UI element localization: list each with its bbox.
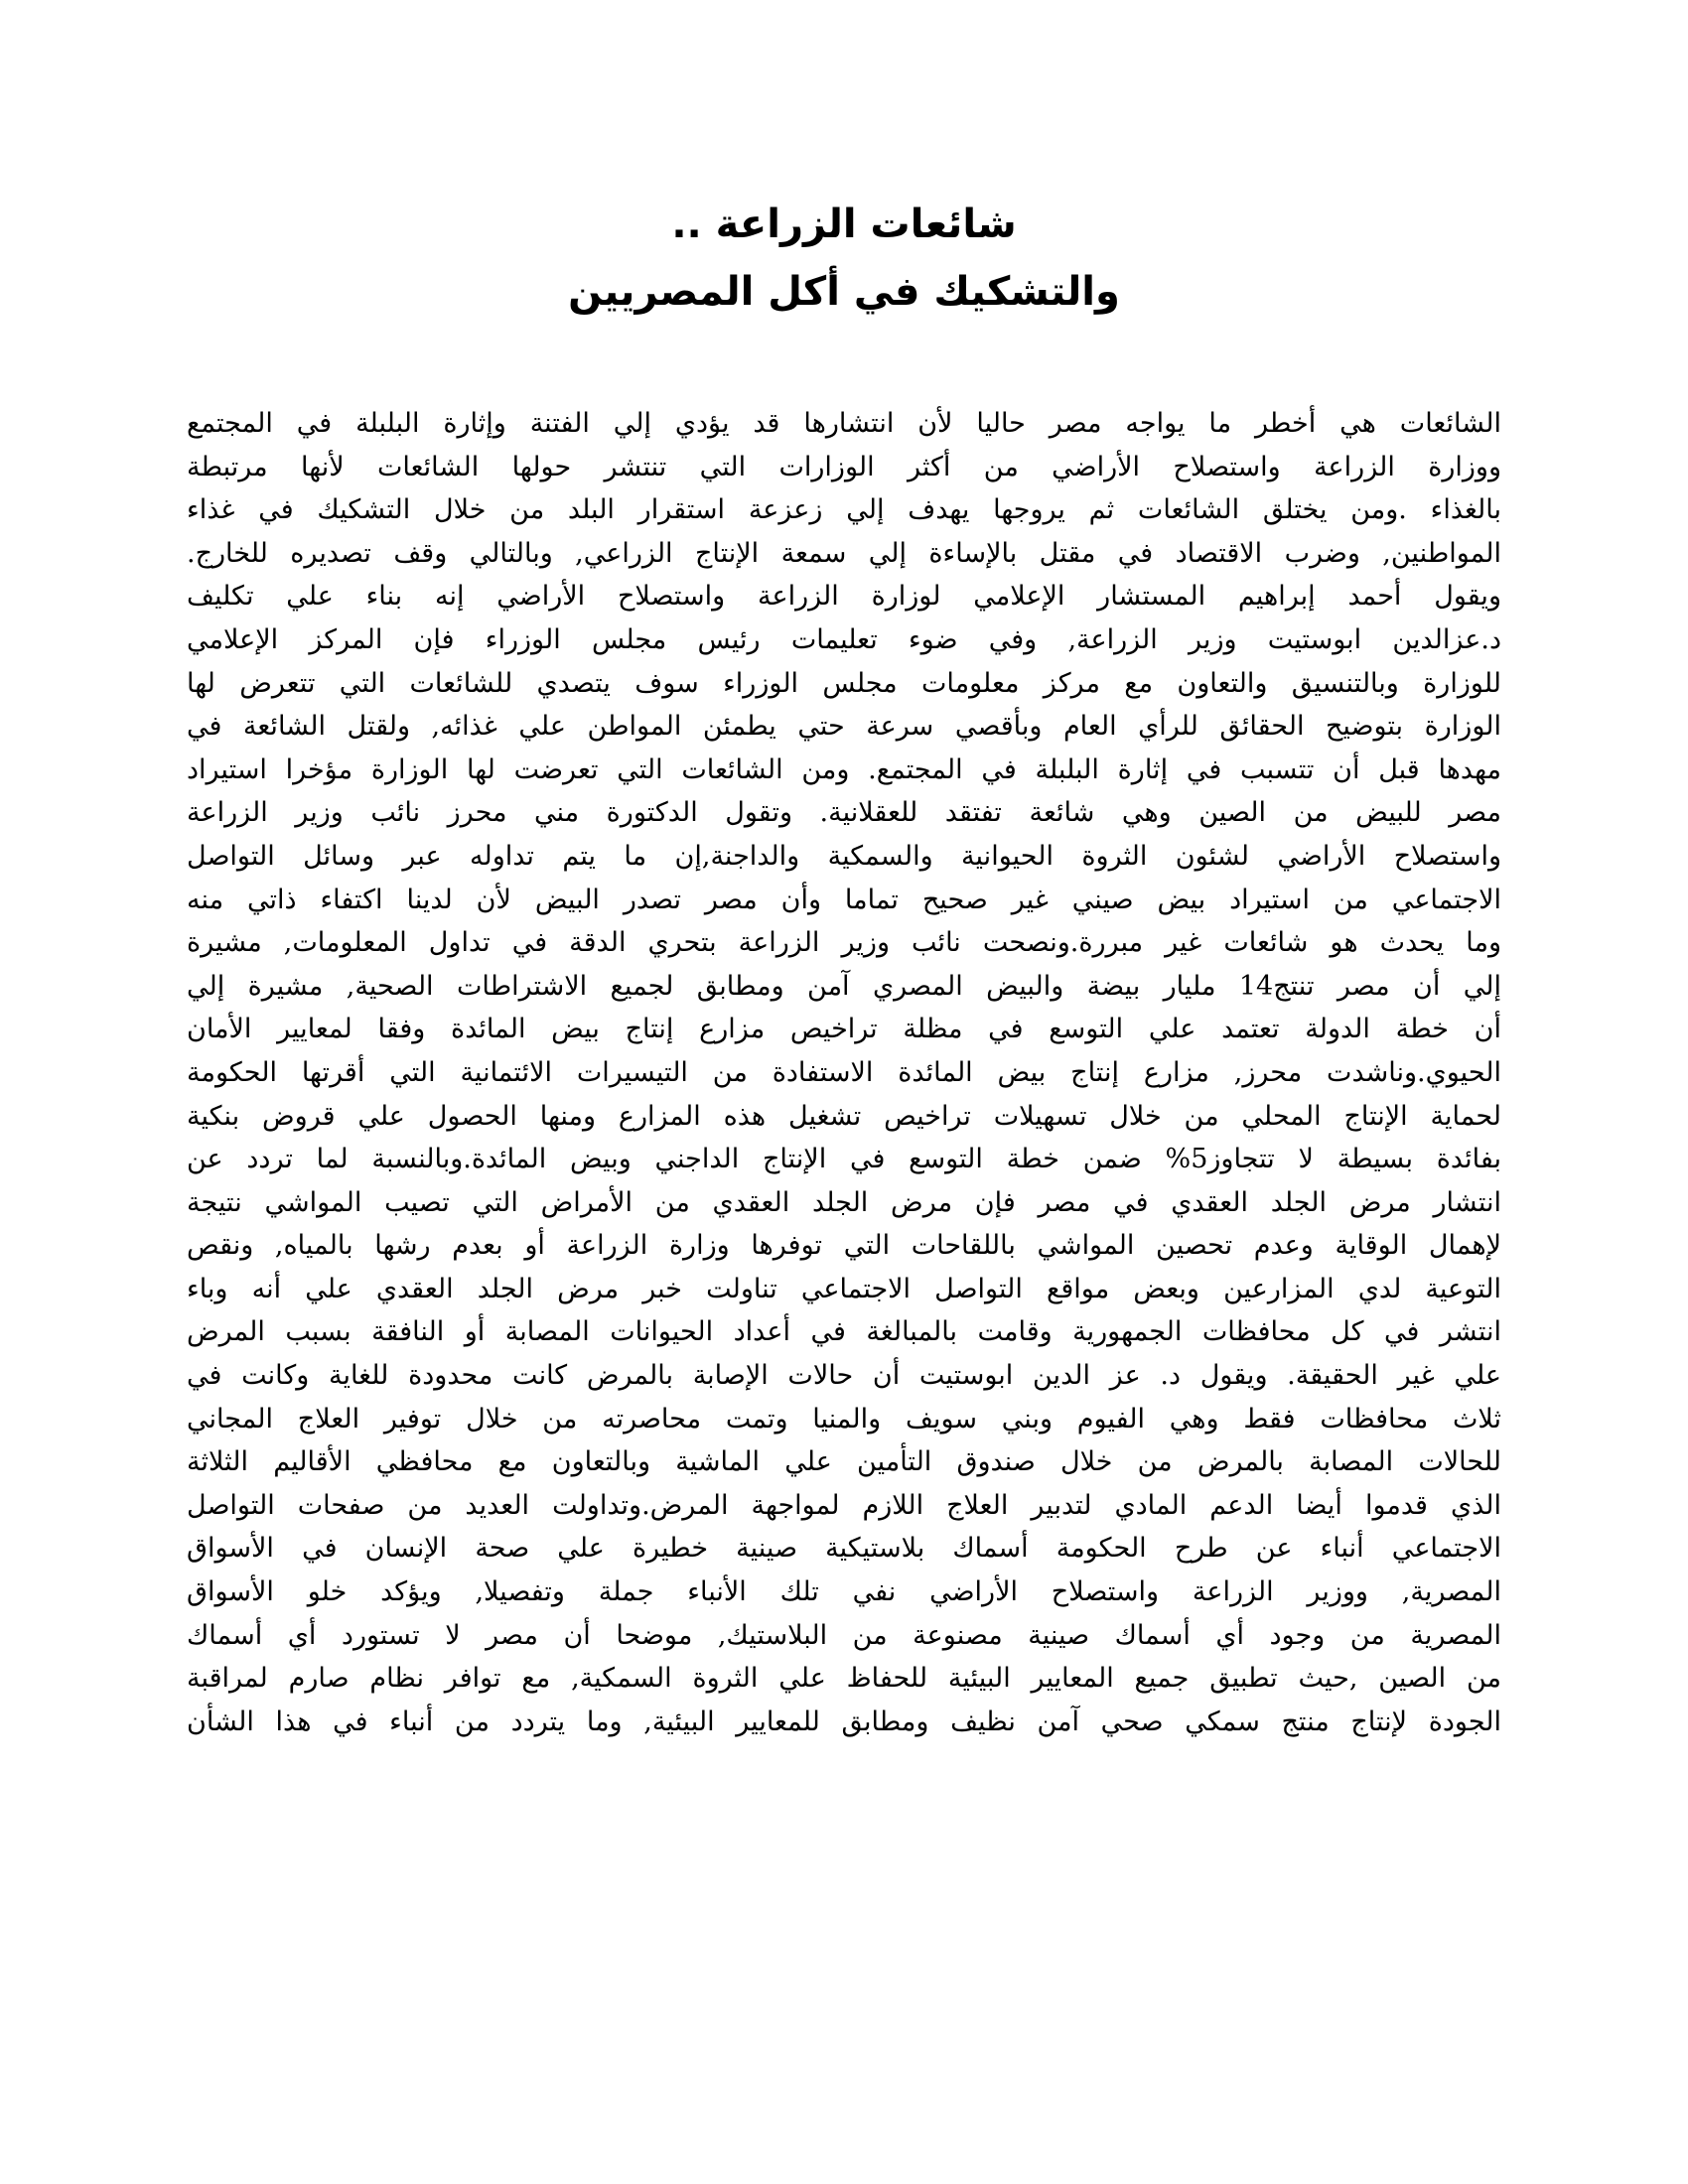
body-line: الاجتماعي من استيراد بيض صيني غير صحيح تماما وأن مصر تصدر البيض لأن لدينا اكتفاء ذاتي منه bbox=[187, 884, 1501, 915]
body-line: إلي أن مصر تنتج14 مليار بيضة والبيض المصري آمن ومطابق لجميع الاشتراطات الصحية, مشيرة إلي bbox=[187, 970, 1501, 1002]
body-line: للحالات المصابة بالمرض من خلال صندوق التأمين علي الماشية وبالتعاون مع محافظي الأقاليم الثلاثة bbox=[187, 1446, 1501, 1478]
body-line: الاجتماعي أنباء عن طرح الحكومة أسماك بلاستيكية صينية خطيرة علي صحة الإنسان في الأسواق bbox=[187, 1533, 1501, 1565]
body-line: وما يحدث هو شائعات غير مبررة.ونصحت نائب وزير الزراعة بتحري الدقة في تداول المعلومات, مشيرة bbox=[187, 927, 1501, 959]
body-line: مهدها قبل أن تتسبب في إثارة البلبلة في المجتمع. ومن الشائعات التي تعرضت لها الوزارة مؤخرا استيراد bbox=[187, 753, 1501, 785]
body-line: ويقول أحمد إبراهيم المستشار الإعلامي لوزارة الزراعة واستصلاح الأراضي إنه بناء علي تكليف bbox=[187, 581, 1501, 613]
body-line: بالغذاء .ومن يختلق الشائعات ثم يروجها يهدف إلي زعزعة استقرار البلد من خلال التشكيك في غذاء bbox=[187, 494, 1501, 526]
body-line: الحيوي.وناشدت محرز, مزارع إنتاج بيض المائدة الاستفادة من التيسيرات الائتمانية التي أقرتها الحكومة bbox=[187, 1056, 1501, 1088]
body-line: من الصين ,حيث تطبيق جميع المعايير البيئية للحفاظ علي الثروة السمكية, مع توافر نظام صارم لمراقبة bbox=[187, 1663, 1501, 1695]
article-title-line-2: والتشكيك في أكل المصريين bbox=[568, 269, 1120, 315]
body-line: أن خطة الدولة تعتمد علي التوسع في مظلة تراخيص مزارع إنتاج بيض المائدة وفقا لمعايير الأمان bbox=[187, 1014, 1501, 1045]
body-line: علي غير الحقيقة. ويقول د. عز الدين ابوستيت أن حالات الإصابة بالمرض كانت محدودة للغاية وكانت في bbox=[187, 1360, 1501, 1392]
body-line: انتشار مرض الجلد العقدي في مصر فإن مرض الجلد العقدي من الأمراض التي تصيب المواشي نتيجة bbox=[187, 1186, 1501, 1218]
body-line: للوزارة وبالتنسيق والتعاون مع مركز معلومات مجلس الوزراء سوف يتصدي للشائعات التي تتعرض لها bbox=[187, 667, 1501, 699]
article-title-line-1: شائعات الزراعة .. bbox=[671, 202, 1017, 247]
body-line: مصر للبيض من الصين وهي شائعة تفتقد للعقلانية. وتقول الدكتورة مني محرز نائب وزير الزراعة bbox=[187, 797, 1501, 829]
body-line: الشائعات هي أخطر ما يواجه مصر حاليا لأن انتشارها قد يؤدي إلي الفتنة وإثارة البلبلة في المجتمع bbox=[187, 408, 1501, 439]
body-line: واستصلاح الأراضي لشئون الثروة الحيوانية والسمكية والداجنة,إن ما يتم تداوله عبر وسائل التواصل bbox=[187, 840, 1501, 872]
body-line: المصرية, ووزير الزراعة واستصلاح الأراضي نفي تلك الأنباء جملة وتفصيلا, ويؤكد خلو الأسواق bbox=[187, 1576, 1501, 1608]
body-line: الذي قدموا أيضا الدعم المادي لتدبير العلاج اللازم لمواجهة المرض.وتداولت العديد من صفحات التواصل bbox=[187, 1489, 1501, 1521]
body-line: لإهمال الوقاية وعدم تحصين المواشي باللقاحات التي توفرها وزارة الزراعة أو بعدم رشها بالمياه, ونقص bbox=[187, 1230, 1501, 1262]
body-line: المواطنين, وضرب الاقتصاد في مقتل بالإساءة إلي سمعة الإنتاج الزراعي, وبالتالي وقف تصديره للخارج. bbox=[187, 537, 1501, 569]
body-line: انتشر في كل محافظات الجمهورية وقامت بالمبالغة في أعداد الحيوانات المصابة أو النافقة بسبب المرض bbox=[187, 1316, 1501, 1348]
body-line: المصرية من وجود أي أسماك صينية مصنوعة من البلاستيك, موضحا أن مصر لا تستورد أي أسماك bbox=[187, 1619, 1501, 1651]
body-line: ثلاث محافظات فقط وهي الفيوم وبني سويف والمنيا وتمت محاصرته من خلال توفير العلاج المجاني bbox=[187, 1403, 1501, 1434]
body-line: د.عزالدين ابوستيت وزير الزراعة, وفي ضوء تعليمات رئيس مجلس الوزراء فإن المركز الإعلامي bbox=[187, 623, 1501, 655]
article-body bbox=[187, 402, 1501, 1743]
body-line: لحماية الإنتاج المحلي من خلال تسهيلات تراخيص تشغيل هذه المزارع ومنها الحصول علي قروض بنكية bbox=[187, 1100, 1501, 1132]
body-line: الوزارة بتوضيح الحقائق للرأي العام وبأقصي سرعة حتي يطمئن المواطن علي غذائه, ولقتل الشائعة في bbox=[187, 711, 1501, 743]
body-line: الجودة لإنتاج منتج سمكي صحي آمن نظيف ومطابق للمعايير البيئية, وما يتردد من أنباء في هذا الشأن bbox=[187, 1706, 1501, 1737]
body-line: ووزارة الزراعة واستصلاح الأراضي من أكثر الوزارات التي تنتشر حولها الشائعات لأنها مرتبطة bbox=[187, 451, 1501, 482]
body-line: التوعية لدي المزارعين وبعض مواقع التواصل الاجتماعي تناولت خبر مرض الجلد العقدي علي أنه وباء bbox=[187, 1273, 1501, 1304]
body-line: بفائدة بسيطة لا تتجاوز5% ضمن خطة التوسع في الإنتاج الداجني وبيض المائدة.وبالنسبة لما تردد عن bbox=[187, 1144, 1501, 1175]
